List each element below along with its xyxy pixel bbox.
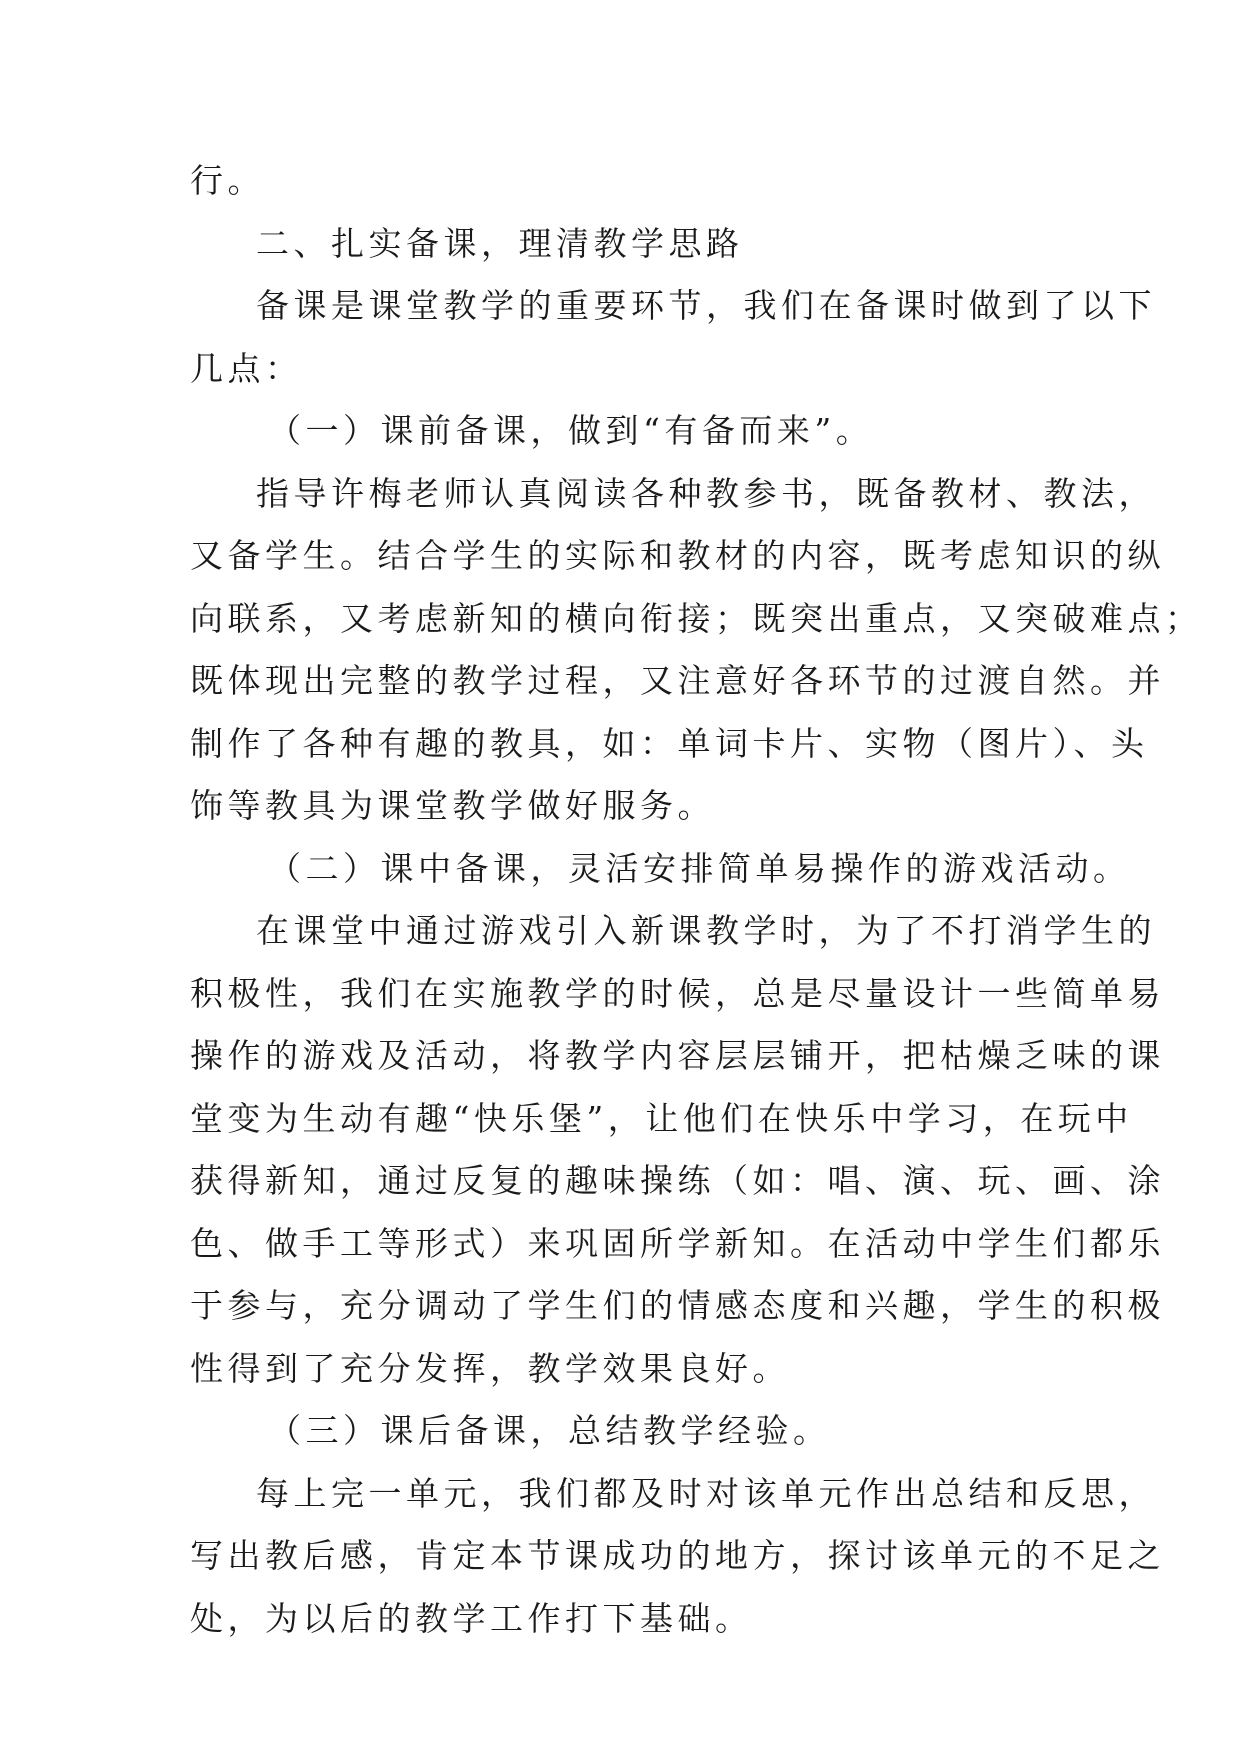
paragraph-line: 于参与，充分调动了学生们的情感态度和兴趣，学生的积极 xyxy=(190,1286,1165,1325)
paragraph-line: 获得新知，通过反复的趣味操练（如：唱、演、玩、画、涂 xyxy=(190,1161,1165,1200)
paragraph-line: 行。 xyxy=(190,161,265,200)
subsection-heading: （三）课后备课，总结教学经验。 xyxy=(268,1411,831,1450)
section-heading: 二、扎实备课，理清教学思路 xyxy=(256,223,744,263)
paragraph-line: 每上完一单元，我们都及时对该单元作出总结和反思， xyxy=(256,1473,1156,1513)
paragraph-line: 饰等教具为课堂教学做好服务。 xyxy=(190,786,715,825)
paragraph-line: 在课堂中通过游戏引入新课教学时，为了不打消学生的 xyxy=(256,911,1156,950)
subsection-heading: （一）课前备课，做到“有备而来”。 xyxy=(268,411,874,450)
subsection-heading: （二）课中备课，灵活安排简单易操作的游戏活动。 xyxy=(268,848,1131,888)
paragraph-line: 写出教后感，肯定本节课成功的地方，探讨该单元的不足之 xyxy=(190,1536,1165,1575)
paragraph-line: 备课是课堂教学的重要环节，我们在备课时做到了以下 xyxy=(256,286,1156,325)
paragraph-line: 几点： xyxy=(190,348,303,388)
paragraph-line: 性得到了充分发挥，教学效果良好。 xyxy=(190,1348,790,1388)
paragraph-line: 指导许梅老师认真阅读各种教参书，既备教材、教法， xyxy=(256,473,1156,513)
paragraph-line: 操作的游戏及活动，将教学内容层层铺开，把枯燥乏味的课 xyxy=(190,1036,1165,1075)
paragraph-line: 处，为以后的教学工作打下基础。 xyxy=(190,1598,753,1638)
paragraph-line: 向联系，又考虑新知的横向衔接；既突出重点，又突破难点； xyxy=(190,598,1203,638)
paragraph-line: 制作了各种有趣的教具，如：单词卡片、实物（图片）、头 xyxy=(190,723,1149,763)
paragraph-line: 色、做手工等形式）来巩固所学新知。在活动中学生们都乐 xyxy=(190,1223,1165,1263)
document-body xyxy=(190,150,1203,1650)
paragraph-line: 积极性，我们在实施教学的时候，总是尽量设计一些简单易 xyxy=(190,973,1165,1013)
paragraph-line: 既体现出完整的教学过程，又注意好各环节的过渡自然。并 xyxy=(190,661,1165,700)
paragraph-line: 又备学生。结合学生的实际和教材的内容，既考虑知识的纵 xyxy=(190,536,1165,575)
paragraph-line: 堂变为生动有趣“快乐堡”，让他们在快乐中学习，在玩中 xyxy=(190,1098,1133,1138)
